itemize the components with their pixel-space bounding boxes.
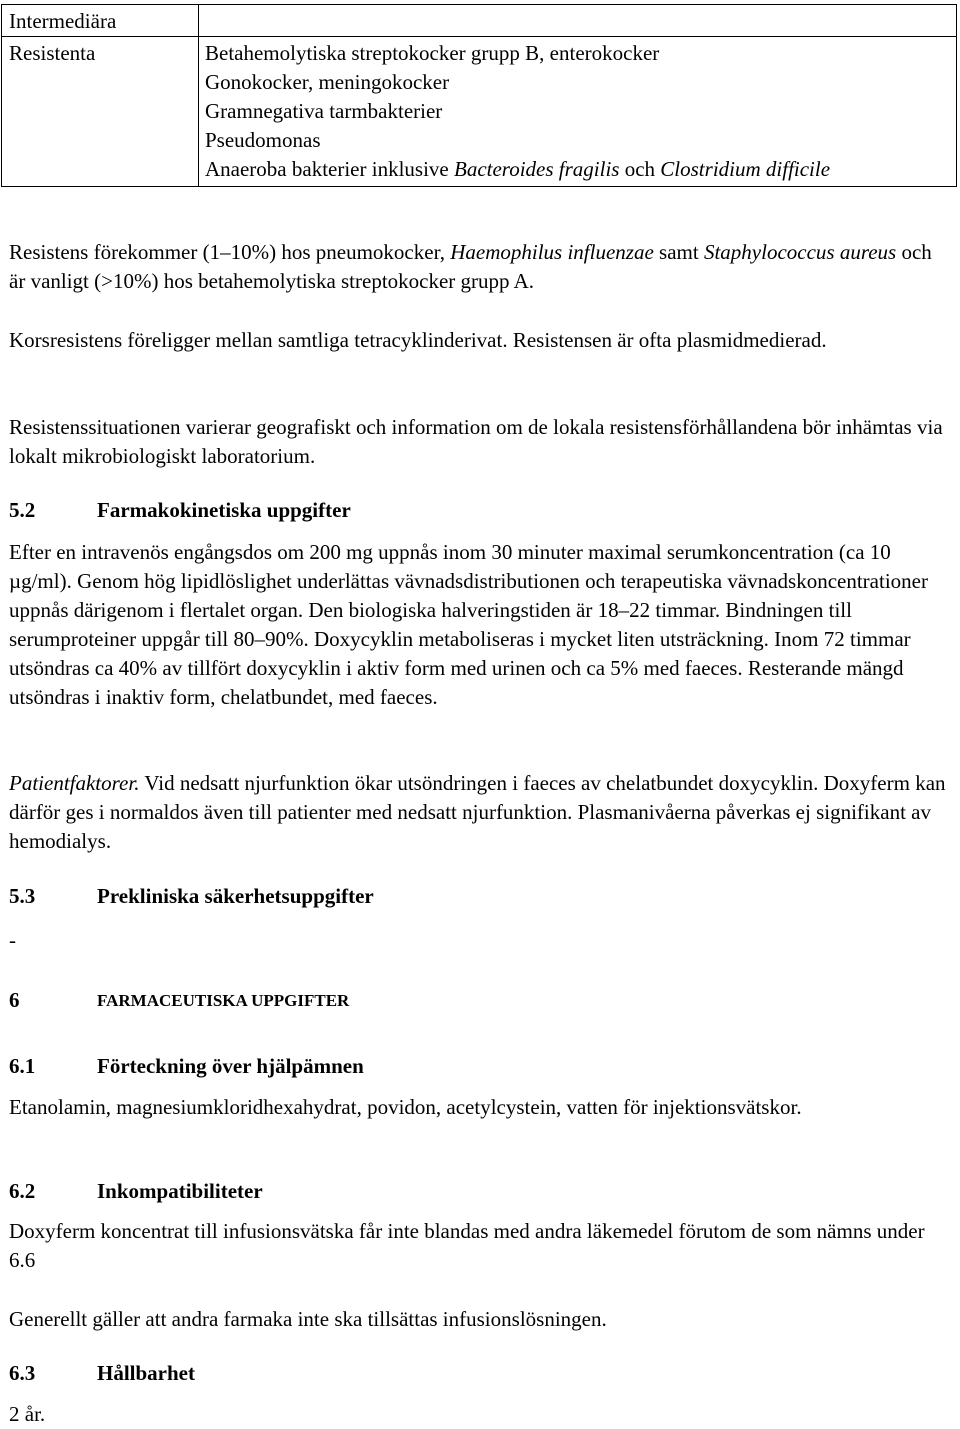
resistance-table xyxy=(1,4,957,187)
section-number: 6.3 xyxy=(9,1361,36,1385)
section-number: 5.3 xyxy=(9,884,36,908)
paragraph-cross-resistance: Korsresistens föreligger mellan samtliga tetracyklinderivat. Resistensen är ofta plasmidmedierad. xyxy=(9,328,827,352)
section-number: 5.2 xyxy=(9,498,36,522)
section-number: 6 xyxy=(9,988,20,1012)
section-title: FARMACEUTISKA UPPGIFTER xyxy=(97,991,350,1010)
text-run: och är vanligt (>10%) hos betahemolytiska streptokocker grupp A. xyxy=(9,240,932,293)
paragraph-excipients: Etanolamin, magnesiumkloridhexahydrat, povidon, acetylcystein, vatten för injektionsvätskor. xyxy=(9,1095,802,1119)
organism-line: Gramnegativa tarmbakterier xyxy=(205,99,443,123)
organism-line: Gonokocker, meningokocker xyxy=(205,70,450,94)
section-title: Prekliniska säkerhetsuppgifter xyxy=(97,884,374,908)
section-title: Förteckning över hjälpämnen xyxy=(97,1054,364,1078)
table-row xyxy=(2,5,957,37)
italic-run: Clostridium difficile xyxy=(660,157,831,181)
dash-text: - xyxy=(9,928,16,952)
organism-line: Pseudomonas xyxy=(205,128,321,152)
paragraph-resistance-situation: Resistenssituationen varierar geografiskt och information om de lokala resistensförhållandena bör inhämtas via lokalt mikrobiologiskt laboratorium. xyxy=(9,415,943,468)
paragraph-general: Generellt gäller att andra farmaka inte ska tillsättas infusionslösningen. xyxy=(9,1307,607,1331)
organism-line xyxy=(205,155,950,184)
text-run: och xyxy=(619,157,661,181)
paragraph-patient-factors xyxy=(9,769,949,856)
section-number: 6.1 xyxy=(9,1054,36,1078)
text-run: Resistens förekommer (1–10%) hos pneumokocker, xyxy=(9,240,451,264)
section-number: 6.2 xyxy=(9,1179,36,1203)
paragraph-pharmacokinetics: Efter en intravenös engångsdos om 200 mg uppnås inom 30 minuter maximal serumkoncentration (ca 10 µg/ml). Genom hög lipidlöslighet underlättas vävnadsdistributionen och terapeutiska vävnadskoncentrationer uppnås därigenom i flertalet organ. Den biologiska halveringstiden är 18–22 timmar. Bindningen till serumproteiner uppgår till 80–90%. Doxycyklin metaboliseras i mycket liten utsträckning. Inom 72 timmar utsöndras ca 40% av tillfört doxycyklin i aktiv form med urinen och ca 5% med faeces. Resterande mängd utsöndras i inaktiv form, chelatbundet, med faeces. xyxy=(9,540,928,709)
text-run: Anaeroba bakterier inklusive xyxy=(205,157,454,181)
section-title: Farmakokinetiska uppgifter xyxy=(97,498,351,522)
section-title: Hållbarhet xyxy=(97,1361,195,1385)
table-cell-label: Resistenta xyxy=(2,37,199,187)
table-cell-label: Intermediära xyxy=(2,5,199,37)
text-run: samt xyxy=(653,240,704,264)
table-row xyxy=(2,37,957,187)
paragraph-shelf-life: 2 år. xyxy=(9,1402,46,1426)
text-run: Vid nedsatt njurfunktion ökar utsöndringen i faeces av chelatbundet doxycyklin. Doxyferm kan därför ges i normaldos även till patienter med nedsatt njurfunktion. Plasmanivåerna påverkas ej signifikant av hemodialys. xyxy=(9,771,946,853)
italic-run: Bacteroides fragilis xyxy=(454,157,620,181)
italic-run: Staphylococcus aureus xyxy=(703,240,897,264)
table-cell-value xyxy=(199,5,957,37)
organism-line: Betahemolytiska streptokocker grupp B, enterokocker xyxy=(205,41,660,65)
paragraph-resistance xyxy=(9,238,949,296)
section-title: Inkompatibiliteter xyxy=(97,1179,263,1203)
paragraph-incompatibilities: Doxyferm koncentrat till infusionsvätska får inte blandas med andra läkemedel förutom de som nämns under 6.6 xyxy=(9,1219,925,1272)
italic-run: Haemophilus influenzae xyxy=(450,240,654,264)
italic-run: Patientfaktorer. xyxy=(9,771,140,795)
table-cell-value xyxy=(199,37,957,187)
